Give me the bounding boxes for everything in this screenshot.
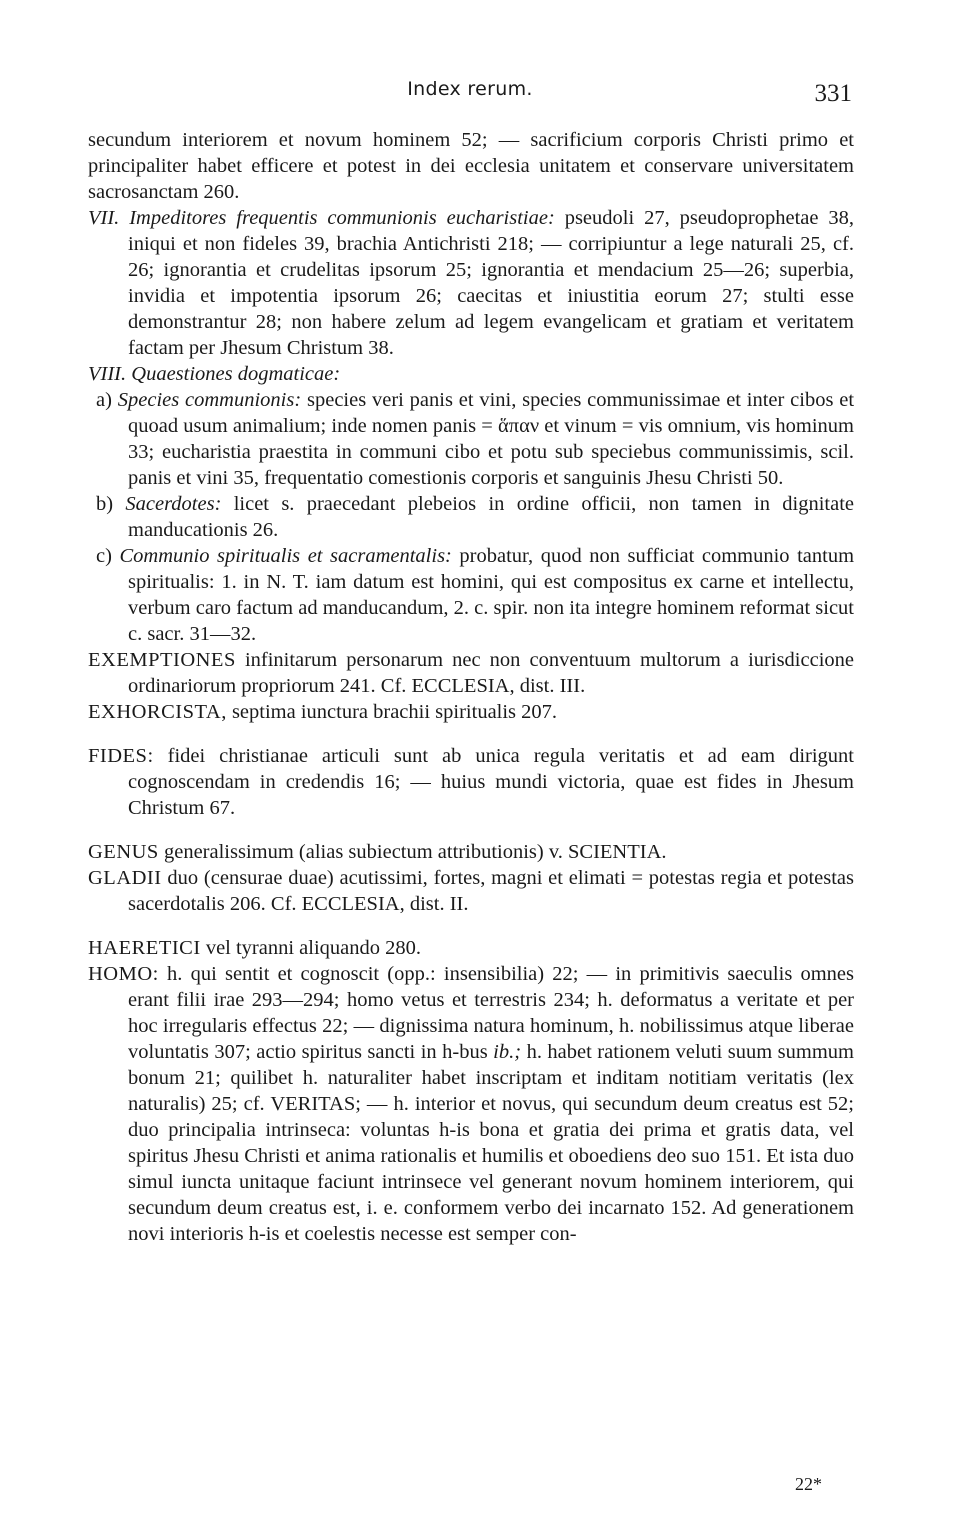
item-title: Species communionis: [117, 389, 302, 411]
page-number: 331 [814, 80, 852, 107]
item-c [88, 543, 854, 647]
section-title: Impeditores frequentis communionis eucharistiae: [129, 207, 555, 229]
entry-head: HAERETICI [88, 937, 201, 959]
item-b [88, 491, 854, 543]
entry-text-continued: h. habet rationem veluti suum summum bonum 21; quilibet h. naturaliter habet inscriptam et inditam notitiam veritatis (lex naturalis) 25; cf. VERITAS; — h. interior et novus, qui secundum deum creatus est 52; duo principalia intrinseca: voluntas h-is bona et gratia dei prima et gratis data, vel spiritus Jhesu Christi et anima rationalis et humilis et obоediens deo suo 151. Et ista duo simul iuncta unitaque faciunt intrinsece vel generant novum hominem interiorem, qui secundum deum creatus est, i. e. conformem verbo dei incarnato 152. Ad generationem novi interioris h-is et coelestis necesse est semper con- [128, 1041, 854, 1245]
section-viii [88, 361, 854, 387]
entry-text: infinitarum personarum nec non conventuum multorum a iurisdiccione ordinariorum propriorum 241. Cf. ECCLESIA, dist. III. [128, 649, 854, 697]
entry-head: HOMO: [88, 963, 159, 985]
entry-text: septima iunctura brachii spiritualis 207. [231, 701, 558, 723]
entry-text: generalissimum (alias subiectum attributionis) v. SCIENTIA. [163, 841, 667, 863]
continued-paragraph: secundum interiorem et novum hominem 52; — sacrificium corporis Christi primo et principaliter habet efficere et potest in dei ecclesia unitatem et conservare universitatem sacrosanctam 260. [88, 129, 854, 203]
entry-haeretici [88, 935, 854, 961]
item-a [88, 387, 854, 491]
entry-text: fidei christianae articuli sunt ab unica regula veritatis et ad eam dirigunt cognoscendam in credendis 16; — huius mundi victoria, quae est fides in Jhesum Christum 67. [128, 745, 855, 819]
entry-head: GENUS [88, 841, 159, 863]
page-header [0, 74, 960, 110]
section-vii [88, 205, 854, 361]
item-text: species veri panis et vini, species communissimae et inter cibos et quoad usum animalium; inde nomen panis = ἅπαν et vinum = vis omnium, vis hominum 33; eucharistia praestita in communi cibo et potu sub speciebus communissimis, scil. panis et vini 35, frequentatio comestionis corporis et sanguinis Jhesu Christi 50. [128, 389, 855, 489]
entry-genus [88, 839, 854, 865]
section-number: VII. [88, 207, 120, 229]
entry-fides [88, 743, 854, 821]
entry-homo [88, 961, 854, 1247]
item-label: a) [96, 389, 112, 411]
section-title: Quaestiones dogmaticae: [131, 363, 341, 385]
running-title: Index rerum. [407, 78, 533, 100]
item-title: Communio spiritualis et sacramentalis: [119, 545, 452, 567]
entry-head: GLADII [88, 867, 162, 889]
item-label: c) [96, 545, 112, 567]
index-body [88, 127, 854, 1247]
entry-text: vel tyranni aliquando 280. [205, 937, 422, 959]
entry-head: FIDES: [88, 745, 154, 767]
item-label: b) [96, 493, 114, 515]
item-text: probatur, quod non sufficiat communio tantum spiritualis: 1. in N. T. iam datum est homini, qui est compositus ex carne et intellectu, verbum caro factum ad manducandum, 2. c. spir. non ita integre hominem reformat sicut c. sacr. 31—32. [128, 545, 855, 645]
signature-mark: 22* [795, 1474, 822, 1494]
item-text: licet s. praecedant plebeios in ordine officii, non tamen in dignitate manducationis 26. [128, 493, 854, 541]
entry-text: h. qui sentit et cognoscit (opp.: insensibilia) 22; — in primitivis saeculis omnes erant filii irae 293—294; homo vetus et terrestris 234; h. deformatus a veritate et per hoc irregularis effectus 22; — dignissima natura hominum, h. nobilissimus atque liberae voluntatis 307; actio spiritus sancti in h-bus [128, 963, 855, 1063]
entry-head: EXHORCISTA, [88, 701, 227, 723]
item-title: Sacerdotes: [125, 493, 222, 515]
section-text: pseudoli 27, pseudoprophetae 38, iniqui et non fideles 39, brachia Antichristi 218; — corripiuntur a lege naturali 25, cf. 26; ignorantia et crudelitas ipsorum 25; ignorantia et mendacium 25—26; superbia, invidia et impotentia ipsorum 26; caecitas et iniustitia eorum 27; stulti esse demonstrantur 28; non habere zelum ad legem evangelicam et gratiam et veritatem factam per Jhesum Christum 38. [128, 207, 855, 359]
entry-text: duo (censurae duae) acutissimi, fortes, magni et elimati = potestas regia et potestas sacerdotalis 206. Cf. ECCLESIA, dist. II. [128, 867, 855, 915]
entry-gladii [88, 865, 854, 917]
entry-exemptiones [88, 647, 854, 699]
entry-ibidem: ib.; [493, 1041, 522, 1063]
entry-head: EXEMPTIONES [88, 649, 236, 671]
entry-exhorcista [88, 699, 854, 725]
section-number: VIII. [88, 363, 127, 385]
